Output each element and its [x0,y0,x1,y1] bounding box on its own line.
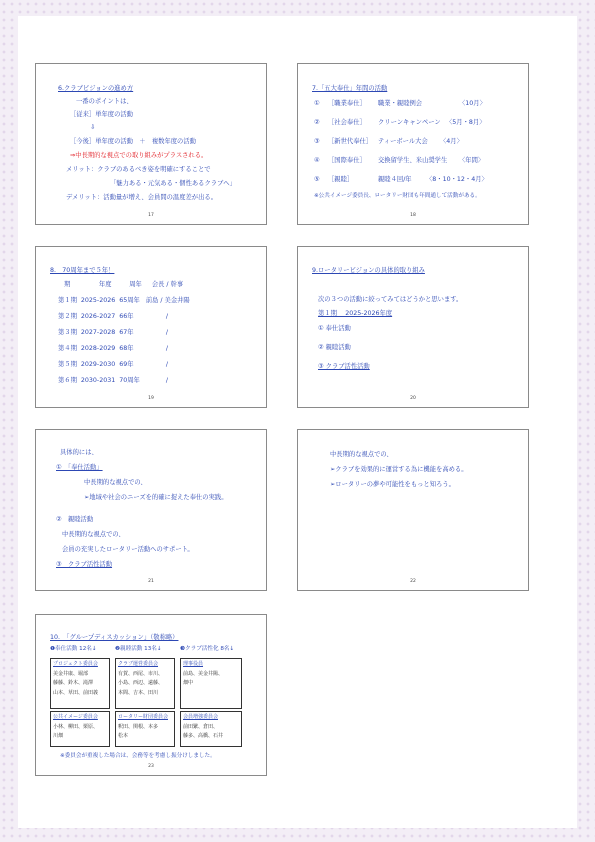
list-item: ② 親睦活動 [318,344,351,351]
schedule-table [58,277,194,389]
slide-18 [297,63,529,225]
text-line: 会員の充実したロータリー活動へのサポート。 [62,546,194,553]
text-line: 中長期的な視点での、 [84,479,147,486]
section-heading: ③ クラブ活性活動 [56,561,113,568]
highlight-line: ⇒中長期的な視点での取り組みがプラスされる。 [70,152,208,159]
group-box: ロータリー財団委員会 釈田、関根、本多 松本 [115,711,175,747]
slide-title: 10. 「グループディスカッション」（敬称略） [50,634,179,641]
note: ※公共イメージ委員長、ロータリー財団も年間通して活動がある。 [314,193,481,199]
text-line: 中長期的な視点での、 [330,451,393,458]
slide-19 [35,246,267,408]
text-line: 次の３つの活動に絞ってみてはどうかと思います。 [318,296,463,303]
table-row: 第１期 2025-2026 65周年 前島 / 美金井陽 [58,297,190,304]
page-number: 21 [148,579,154,585]
group-count: ❸クラブ活性化 8名↓ [180,646,235,652]
table-row: 第３期 2027-2028 67年 / [58,329,168,336]
slide-title: 6.クラブビジョンの進め方 [58,85,134,92]
table-row: 第４期 2028-2029 68年 / [58,345,168,352]
page-number: 17 [148,213,154,219]
page-number: 18 [410,213,416,219]
group-box: 公共イメージ委員会 小林、柳田、栗原、 川畑 [50,711,110,747]
table-header: 期 年度 周年 会長 / 幹事 [64,281,184,288]
text-line: メリット：クラブのあるべき姿を明確にすることで [66,166,211,173]
group-count: ❶奉仕活動 12名↓ [50,646,97,652]
group-box: プロジェクト委員会 美金井康、堀部 藤藤、鈴木、滝澤 山本、草田、前田義 [50,658,110,709]
group-box: クラブ運営委員会 有賀、西尾、市川、 小島、西辺、遠藤、 本間、吉本、田川 [115,658,175,709]
text-line: ［今後］単年度の活動 ＋ 複数年度の活動 [70,138,196,145]
slide-22 [297,429,529,591]
text-line: デメリット：活動量が増え、会員間の温度差が出る。 [66,194,217,201]
text-line: 第１期 2025-2026年度 [318,310,393,317]
page-number: 20 [410,396,416,402]
text-line: 一番のポイントは、 [76,98,133,105]
list-item: ⑤ ［親睦］ 親睦４回/年 〈8・10・12・4月〉 [314,176,488,183]
table-row: 第２期 2026-2027 66年 / [58,313,168,320]
slide-17 [35,63,267,225]
slide-title: 9.ロータリービジョンの具体的取り組み [312,267,425,274]
list-item: ② ［社会奉仕］ クリーンキャンペーン 〈5月・8月〉 [314,119,486,126]
page-number: 19 [148,396,154,402]
text-line: 具体的には、 [60,449,98,456]
group-box: 会員増強委員会 前田繁、倉田、 藤多、高橋、石井 [180,711,242,747]
slide-title: 8. 70周年まで５年！ [50,267,115,274]
list-item: ③ ［新世代奉仕］ ティーボール大会 〈4月〉 [314,138,463,145]
text-line: ➢地域や社会のニーズを的確に捉えた奉仕の実践。 [84,494,228,501]
down-arrow-icon: ⇩ [90,124,96,131]
slide-23 [35,614,267,776]
text-line: ［従来］単年度の活動 [70,111,133,118]
section-heading: ② 親睦活動 [56,516,94,523]
note: ※委員会が重複した場合は、会務等を考慮し振分けしました。 [60,753,216,759]
list-item: ③ クラブ活性活動 [318,363,370,370]
text-line: 中長期的な視点での、 [62,531,125,538]
section-heading: ① 「奉仕活動」 [56,464,103,471]
list-item: ① ［職業奉仕］ 職業・親睦例会 〈10月〉 [314,100,486,107]
table-row: 第６期 2030-2031 70周年 / [58,377,168,384]
slide-21 [35,429,267,591]
page-number: 23 [148,764,154,770]
slide-title: 7.「五大奉仕」年間の活動 [312,85,388,92]
page-number: 22 [410,579,416,585]
list-item: ① 奉仕活動 [318,325,351,332]
group-count: ❷親睦活動 13名↓ [115,646,162,652]
slide-20 [297,246,529,408]
text-line: 「魅力ある・元気ある・個性あるクラブへ」 [110,180,236,187]
text-line: ➢ロータリーの夢や可能性をもっと知ろう。 [330,481,455,488]
list-item: ④ ［国際奉仕］ 交換留学生、米山奨学生 〈年間〉 [314,157,485,164]
document-page [18,16,577,828]
group-box: 理事役員 前島、美金井陽、 畑中 [180,658,242,709]
table-row: 第５期 2029-2030 69年 / [58,361,168,368]
text-line: ➢クラブを効果的に運営する為に機能を高める。 [330,466,468,473]
